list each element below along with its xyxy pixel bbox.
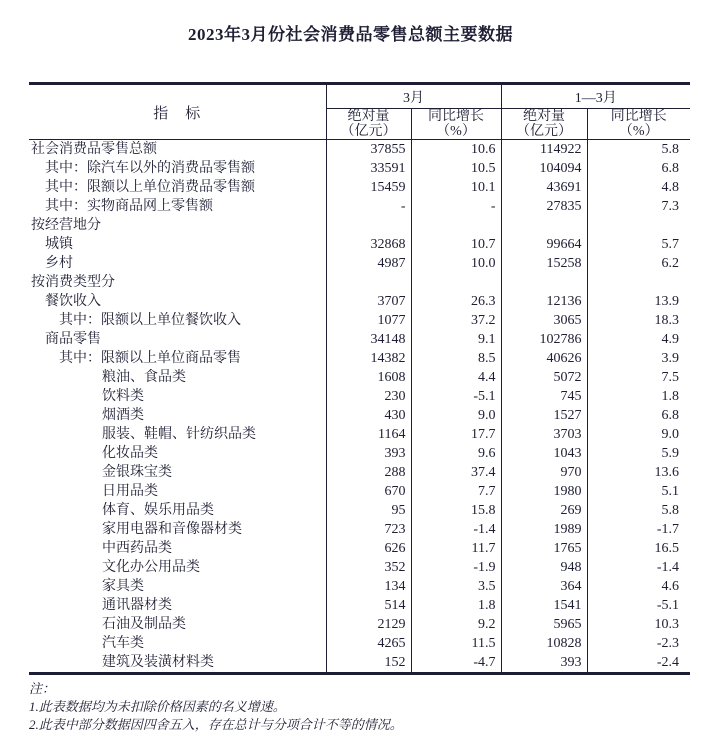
- march-yoy-cell: 9.2: [411, 615, 501, 634]
- indicator-cell: 汽车类: [102, 636, 144, 651]
- header-janmar-absolute: [501, 109, 587, 140]
- march-yoy-cell: 1.8: [411, 596, 501, 615]
- march-absolute-cell: 95: [326, 501, 411, 520]
- march-absolute-cell: 37855: [326, 140, 411, 160]
- note-item: 1.此表数据均为未扣除价格因素的名义增速。: [29, 699, 286, 714]
- janmar-absolute-cell: [501, 216, 587, 235]
- march-absolute-cell: 4987: [326, 254, 411, 273]
- janmar-absolute-cell: 364: [501, 577, 587, 596]
- janmar-absolute-cell: 15258: [501, 254, 587, 273]
- march-absolute-cell: 723: [326, 520, 411, 539]
- table-row: [29, 444, 690, 463]
- indicator-cell: 体育、娱乐用品类: [102, 503, 214, 518]
- janmar-yoy-cell: 6.8: [587, 159, 690, 178]
- table-row: [29, 406, 690, 425]
- march-absolute-cell: 670: [326, 482, 411, 501]
- indicator-cell: 商品零售: [45, 332, 101, 347]
- indicator-cell: 按经营地分: [31, 218, 101, 233]
- march-yoy-cell: 4.4: [411, 368, 501, 387]
- janmar-yoy-cell: 1.8: [587, 387, 690, 406]
- table-row: [29, 501, 690, 520]
- janmar-yoy-cell: 5.7: [587, 235, 690, 254]
- march-yoy-cell: 3.5: [411, 577, 501, 596]
- janmar-yoy-cell: 6.2: [587, 254, 690, 273]
- janmar-absolute-cell: 269: [501, 501, 587, 520]
- absolute-unit: （亿元）: [340, 124, 397, 139]
- table-row: [29, 368, 690, 387]
- march-absolute-cell: -: [326, 197, 411, 216]
- yoy-unit: （%）: [618, 124, 659, 139]
- march-absolute-cell: 32868: [326, 235, 411, 254]
- indicator-cell: 金银珠宝类: [102, 465, 172, 480]
- march-absolute-cell: [326, 216, 411, 235]
- yoy-label: 同比增长: [428, 109, 484, 124]
- indicator-cell: 日用品类: [102, 484, 158, 499]
- janmar-yoy-cell: [587, 216, 690, 235]
- janmar-absolute-cell: 12136: [501, 292, 587, 311]
- header-march-yoy: [411, 109, 501, 140]
- janmar-absolute-cell: 27835: [501, 197, 587, 216]
- janmar-yoy-cell: -1.4: [587, 558, 690, 577]
- march-absolute-cell: 288: [326, 463, 411, 482]
- janmar-yoy-cell: 5.8: [587, 501, 690, 520]
- march-absolute-cell: 1077: [326, 311, 411, 330]
- indicator-cell: 其中：实物商品网上零售额: [45, 199, 213, 214]
- absolute-unit: （亿元）: [516, 124, 572, 139]
- table-row: [29, 197, 690, 216]
- janmar-yoy-cell: -1.7: [587, 520, 690, 539]
- table-row: [29, 596, 690, 615]
- janmar-yoy-cell: 13.9: [587, 292, 690, 311]
- janmar-yoy-cell: 13.6: [587, 463, 690, 482]
- janmar-yoy-cell: 4.8: [587, 178, 690, 197]
- table-row: [29, 634, 690, 653]
- march-yoy-cell: [411, 273, 501, 292]
- janmar-yoy-cell: 18.3: [587, 311, 690, 330]
- indicator-cell: 社会消费品零售总额: [31, 142, 157, 157]
- janmar-yoy-cell: 7.5: [587, 368, 690, 387]
- table-row: [29, 140, 690, 160]
- table-row: [29, 615, 690, 634]
- indicator-cell: 化妆品类: [102, 446, 158, 461]
- notes: [29, 680, 701, 734]
- janmar-yoy-cell: -2.4: [587, 653, 690, 674]
- march-absolute-cell: 230: [326, 387, 411, 406]
- march-absolute-cell: [326, 273, 411, 292]
- note-item: 2.此表中部分数据因四舍五入，存在总计与分项合计不等的情况。: [29, 717, 403, 732]
- march-yoy-cell: 10.0: [411, 254, 501, 273]
- table-row: [29, 330, 690, 349]
- march-absolute-cell: 4265: [326, 634, 411, 653]
- table-header: [29, 84, 690, 140]
- header-period-row: [29, 84, 690, 109]
- march-yoy-cell: 10.5: [411, 159, 501, 178]
- table-row: [29, 159, 690, 178]
- janmar-absolute-cell: 1980: [501, 482, 587, 501]
- march-yoy-cell: -4.7: [411, 653, 501, 674]
- yoy-label: 同比增长: [610, 109, 667, 124]
- table-row: [29, 254, 690, 273]
- janmar-yoy-cell: 10.3: [587, 615, 690, 634]
- janmar-yoy-cell: 4.9: [587, 330, 690, 349]
- janmar-absolute-cell: 99664: [501, 235, 587, 254]
- yoy-unit: （%）: [436, 124, 476, 139]
- janmar-absolute-cell: 114922: [501, 140, 587, 160]
- janmar-absolute-cell: 393: [501, 653, 587, 674]
- janmar-absolute-cell: 970: [501, 463, 587, 482]
- indicator-cell: 文化办公用品类: [102, 560, 200, 575]
- janmar-absolute-cell: 948: [501, 558, 587, 577]
- janmar-yoy-cell: 5.8: [587, 140, 690, 160]
- indicator-cell: 按消费类型分: [31, 275, 115, 290]
- janmar-absolute-cell: 5965: [501, 615, 587, 634]
- janmar-yoy-cell: 5.9: [587, 444, 690, 463]
- janmar-absolute-cell: 104094: [501, 159, 587, 178]
- march-yoy-cell: 10.7: [411, 235, 501, 254]
- march-yoy-cell: 11.5: [411, 634, 501, 653]
- janmar-absolute-cell: 1989: [501, 520, 587, 539]
- march-yoy-cell: -1.9: [411, 558, 501, 577]
- retail-sales-table: [29, 82, 690, 675]
- header-janmar-yoy: [587, 109, 690, 140]
- janmar-absolute-cell: 40626: [501, 349, 587, 368]
- table-row: [29, 178, 690, 197]
- janmar-absolute-cell: 3065: [501, 311, 587, 330]
- janmar-yoy-cell: 3.9: [587, 349, 690, 368]
- janmar-yoy-cell: 6.8: [587, 406, 690, 425]
- march-absolute-cell: 15459: [326, 178, 411, 197]
- march-absolute-cell: 514: [326, 596, 411, 615]
- indicator-cell: 石油及制品类: [102, 617, 186, 632]
- header-march: 3月: [326, 84, 501, 109]
- janmar-absolute-cell: 43691: [501, 178, 587, 197]
- table-body: [29, 140, 690, 674]
- march-absolute-cell: 393: [326, 444, 411, 463]
- march-yoy-cell: -1.4: [411, 520, 501, 539]
- header-indicator: 指 标: [29, 84, 326, 140]
- march-absolute-cell: 626: [326, 539, 411, 558]
- janmar-absolute-cell: 1541: [501, 596, 587, 615]
- march-absolute-cell: 352: [326, 558, 411, 577]
- march-absolute-cell: 34148: [326, 330, 411, 349]
- janmar-yoy-cell: 5.1: [587, 482, 690, 501]
- march-yoy-cell: 9.1: [411, 330, 501, 349]
- janmar-absolute-cell: 5072: [501, 368, 587, 387]
- march-yoy-cell: 7.7: [411, 482, 501, 501]
- march-yoy-cell: 9.0: [411, 406, 501, 425]
- march-yoy-cell: 37.4: [411, 463, 501, 482]
- absolute-label: 绝对量: [347, 109, 390, 124]
- indicator-cell: 烟酒类: [102, 408, 144, 423]
- table-row: [29, 349, 690, 368]
- indicator-cell: 其中：限额以上单位商品零售: [59, 351, 241, 366]
- march-yoy-cell: 37.2: [411, 311, 501, 330]
- march-yoy-cell: 15.8: [411, 501, 501, 520]
- indicator-cell: 粮油、食品类: [102, 370, 186, 385]
- march-absolute-cell: 33591: [326, 159, 411, 178]
- march-yoy-cell: 9.6: [411, 444, 501, 463]
- janmar-absolute-cell: 1043: [501, 444, 587, 463]
- march-yoy-cell: -: [411, 197, 501, 216]
- march-absolute-cell: 152: [326, 653, 411, 674]
- indicator-cell: 家具类: [102, 579, 144, 594]
- janmar-absolute-cell: 745: [501, 387, 587, 406]
- table-row: [29, 216, 690, 235]
- table-row: [29, 463, 690, 482]
- indicator-cell: 建筑及装潢材料类: [102, 655, 214, 670]
- header-jan-mar: 1—3月: [501, 84, 690, 109]
- table-row: [29, 273, 690, 292]
- march-yoy-cell: [411, 216, 501, 235]
- table-row: [29, 482, 690, 501]
- march-yoy-cell: 26.3: [411, 292, 501, 311]
- march-yoy-cell: 17.7: [411, 425, 501, 444]
- march-absolute-cell: 2129: [326, 615, 411, 634]
- indicator-cell: 乡村: [45, 256, 73, 271]
- janmar-yoy-cell: -2.3: [587, 634, 690, 653]
- janmar-yoy-cell: [587, 273, 690, 292]
- table-row: [29, 311, 690, 330]
- janmar-absolute-cell: 1765: [501, 539, 587, 558]
- absolute-label: 绝对量: [523, 109, 565, 124]
- table-row: [29, 539, 690, 558]
- march-absolute-cell: 1608: [326, 368, 411, 387]
- march-yoy-cell: 8.5: [411, 349, 501, 368]
- table-row: [29, 653, 690, 674]
- table-row: [29, 235, 690, 254]
- janmar-absolute-cell: 1527: [501, 406, 587, 425]
- janmar-yoy-cell: 9.0: [587, 425, 690, 444]
- table-row: [29, 577, 690, 596]
- march-absolute-cell: 3707: [326, 292, 411, 311]
- march-absolute-cell: 1164: [326, 425, 411, 444]
- page-title: 2023年3月份社会消费品零售总额主要数据: [188, 25, 513, 44]
- march-yoy-cell: 10.1: [411, 178, 501, 197]
- indicator-cell: 饮料类: [102, 389, 144, 404]
- march-absolute-cell: 430: [326, 406, 411, 425]
- table-row: [29, 520, 690, 539]
- indicator-cell: 通讯器材类: [102, 598, 172, 613]
- march-yoy-cell: 11.7: [411, 539, 501, 558]
- header-march-absolute: [326, 109, 411, 140]
- indicator-cell: 其中：限额以上单位餐饮收入: [59, 313, 241, 328]
- janmar-yoy-cell: 7.3: [587, 197, 690, 216]
- table-row: [29, 387, 690, 406]
- march-absolute-cell: 14382: [326, 349, 411, 368]
- indicator-cell: 城镇: [45, 237, 73, 252]
- indicator-cell: 家用电器和音像器材类: [102, 522, 242, 537]
- march-yoy-cell: -5.1: [411, 387, 501, 406]
- janmar-absolute-cell: 3703: [501, 425, 587, 444]
- indicator-cell: 其中：限额以上单位消费品零售额: [45, 180, 255, 195]
- janmar-absolute-cell: 102786: [501, 330, 587, 349]
- table-row: [29, 558, 690, 577]
- indicator-cell: 服装、鞋帽、针纺织品类: [102, 427, 256, 442]
- janmar-yoy-cell: 4.6: [587, 577, 690, 596]
- janmar-absolute-cell: 10828: [501, 634, 587, 653]
- march-absolute-cell: 134: [326, 577, 411, 596]
- table-row: [29, 292, 690, 311]
- indicator-cell: 其中：除汽车以外的消费品零售额: [45, 161, 255, 176]
- janmar-yoy-cell: 16.5: [587, 539, 690, 558]
- indicator-cell: 中西药品类: [102, 541, 172, 556]
- janmar-absolute-cell: [501, 273, 587, 292]
- table-row: [29, 425, 690, 444]
- indicator-cell: 餐饮收入: [45, 294, 101, 309]
- march-yoy-cell: 10.6: [411, 140, 501, 160]
- janmar-yoy-cell: -5.1: [587, 596, 690, 615]
- notes-heading: 注：: [29, 681, 56, 696]
